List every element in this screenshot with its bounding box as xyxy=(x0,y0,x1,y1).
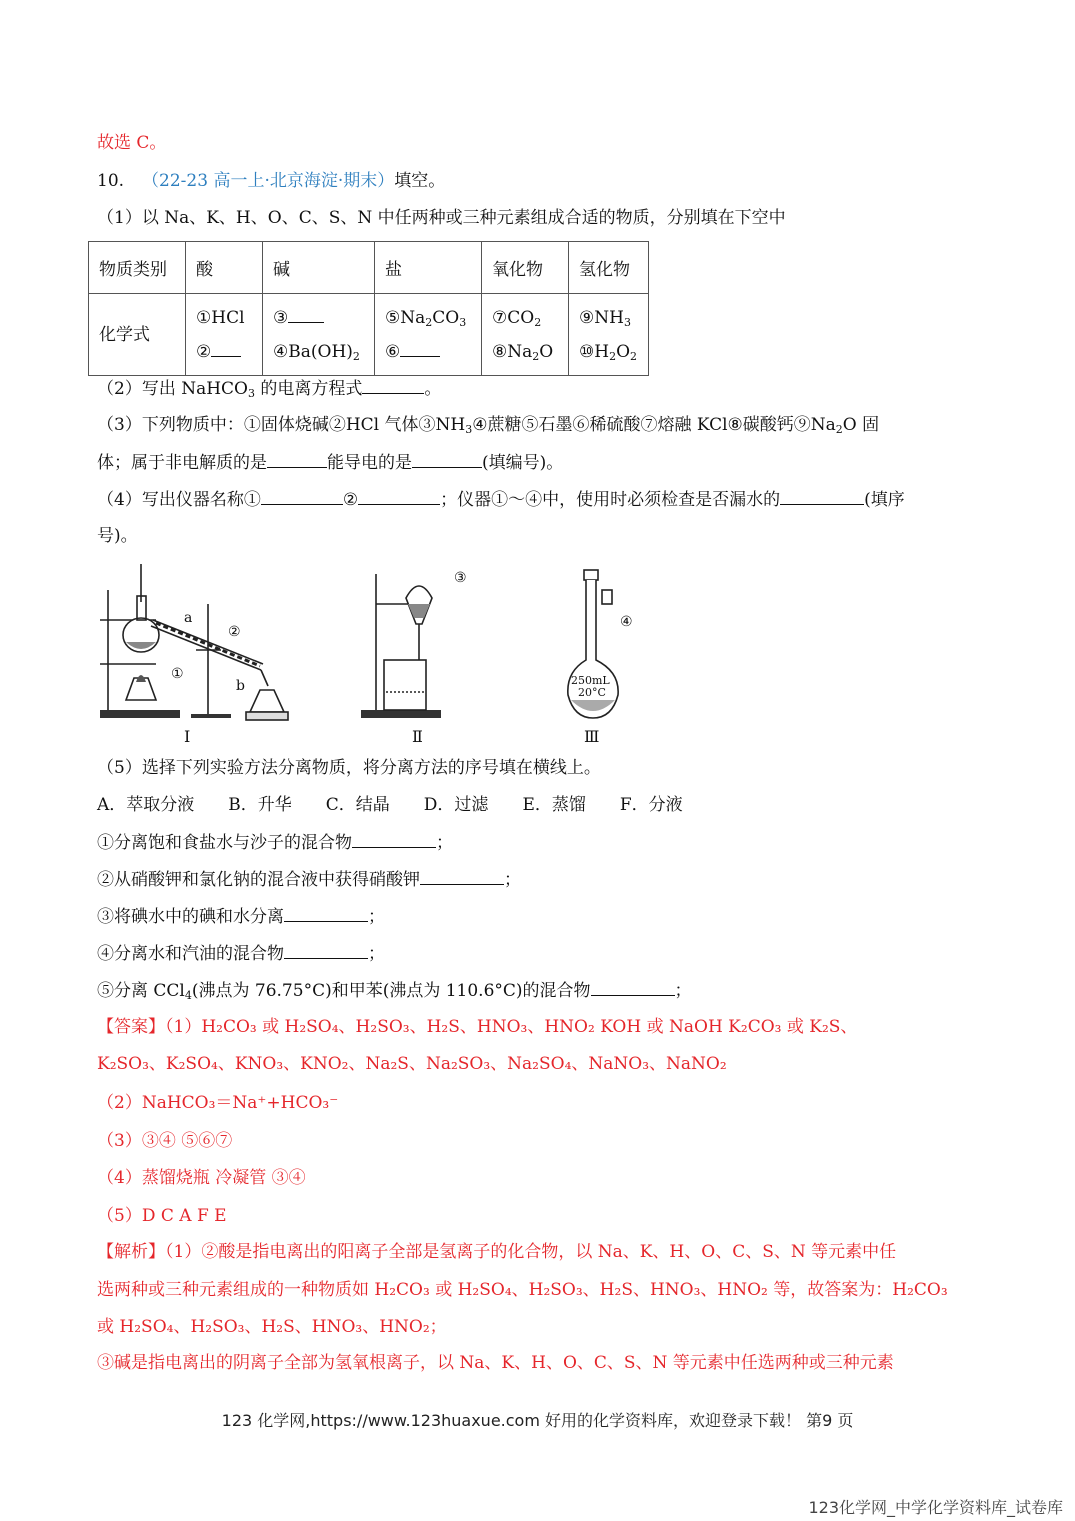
question-source: （22-23 高一上·北京海淀·期末） xyxy=(142,171,395,191)
header-hydride: 氢化物 xyxy=(569,242,649,294)
hydride-10: $⑩H_2O_2$ xyxy=(579,341,638,363)
analysis-line-3: 或 H₂SO₄、H₂SO₃、H₂S、HNO₃、HNO₂； xyxy=(97,1317,447,1337)
header-salt: 盐 xyxy=(375,242,482,294)
option-e: E．蒸馏 xyxy=(522,795,586,815)
base-3: ③ xyxy=(273,301,374,335)
analysis-line-4: ③碱是指电离出的阴离子全部为氢氧根离子，以 Na、K、H、O、C、S、N 等元素中任选两种或三种元素 xyxy=(97,1353,894,1373)
salt-6: ⑥ xyxy=(385,335,481,369)
label-volume: 250mL xyxy=(571,674,610,687)
answer-line-2: K₂SO₃、K₂SO₄、KNO₃、KNO₂、Na₂S、Na₂SO₃、Na₂SO₄、NaNO₃、NaNO₂ xyxy=(97,1054,727,1074)
cell-oxide xyxy=(482,294,569,376)
label-III: Ⅲ xyxy=(584,727,600,746)
sub-question-4: ④分离水和汽油的混合物 ； xyxy=(97,944,385,964)
oxide-7: $⑦CO_2$ xyxy=(492,307,542,329)
question-10-title xyxy=(97,170,445,192)
cell-acid xyxy=(186,294,263,376)
part-3-line-1: （3）下列物质中：①固体烧碱②HCl 气体$③NH_3④$蔗糖⑤石墨⑥稀硫酸⑦熔融 KCl⑧碳酸钙$⑨Na_2O$ 固 xyxy=(97,415,880,436)
acid-1: ①HCl xyxy=(196,307,245,328)
distillation-apparatus xyxy=(100,564,288,720)
part-3-line-2: 体；属于非电解质的是 能导电的是 (填编号)。 xyxy=(97,453,564,473)
part-4-line-2: 号)。 xyxy=(97,526,138,546)
answer-line-6: （5）D C A F E xyxy=(97,1206,227,1226)
analysis-tag: 【解析】 xyxy=(97,1242,165,1262)
header-base: 碱 xyxy=(263,242,375,294)
label-I: Ⅰ xyxy=(184,727,191,746)
cell-hydride xyxy=(569,294,649,376)
header-acid: 酸 xyxy=(186,242,263,294)
sub-question-2: ②从硝酸钾和氯化钠的混合液中获得硝酸钾 ； xyxy=(97,870,521,890)
base-4: $④Ba(OH)_2$ xyxy=(273,341,360,363)
header-oxide: 氧化物 xyxy=(482,242,569,294)
salt-5: $⑤Na_2CO_3$ xyxy=(385,307,467,329)
sub-question-3: ③将碘水中的碘和水分离 ； xyxy=(97,907,385,927)
answer-line-4: （3）③④ ⑤⑥⑦ xyxy=(97,1131,233,1151)
part-5-text: （5）选择下列实验方法分离物质，将分离方法的序号填在横线上。 xyxy=(97,758,601,778)
label-II: Ⅱ xyxy=(412,727,423,746)
label-3: ③ xyxy=(454,570,467,586)
label-4: ④ xyxy=(620,614,633,630)
analysis-line-2: 选两种或三种元素组成的一种物质如 H₂CO₃ 或 H₂SO₄、H₂SO₃、H₂S、HNO₃、HNO₂ 等，故答案为：H₂CO₃ xyxy=(97,1280,948,1300)
answer-line-5: （4）蒸馏烧瓶 冷凝管 ③④ xyxy=(97,1168,306,1188)
option-b: B．升华 xyxy=(228,795,292,815)
option-a: A．萃取分液 xyxy=(97,795,195,815)
option-f: F．分液 xyxy=(619,795,683,815)
part-4-line-1: （4）写出仪器名称① ② ；仪器①～④中，使用时必须检查是否漏水的 (填序 xyxy=(97,490,905,510)
previous-answer: 故选 C。 xyxy=(97,133,167,153)
cell-base xyxy=(263,294,375,376)
part-2-text: （2）写出 NaHCO$_3$ 的电离方程式 。 xyxy=(97,379,442,400)
analysis-line-1: 【解析】（1）②酸是指电离出的阳离子全部是氢离子的化合物，以 Na、K、H、O、C、S、N 等元素中任 xyxy=(97,1242,897,1262)
header-category: 物质类别 xyxy=(89,242,186,294)
separatory-funnel-apparatus xyxy=(361,574,441,718)
answer-line-1: 【答案】（1）H₂CO₃ 或 H₂SO₄、H₂SO₃、H₂S、HNO₃、HNO₂ KOH 或 NaOH K₂CO₃ 或 K₂S、 xyxy=(97,1017,858,1037)
row-label-formula: 化学式 xyxy=(89,294,186,376)
page-footer: 123 化学网,https://www.123huaxue.com 好用的化学资料库，欢迎登录下载！ 第9 页 xyxy=(221,1411,854,1430)
substance-table xyxy=(88,241,649,376)
options-line xyxy=(97,794,683,816)
oxide-8: $⑧Na_2O$ xyxy=(492,341,554,363)
acid-2: ② xyxy=(196,335,262,369)
label-b: b xyxy=(236,678,245,694)
option-c: C．结晶 xyxy=(325,795,390,815)
cell-salt xyxy=(375,294,482,376)
answer-tag: 【答案】 xyxy=(97,1017,165,1037)
watermark: 123化学网_中学化学资料库_试卷库 xyxy=(808,1498,1063,1517)
hydride-9: $⑨NH_3$ xyxy=(579,307,631,329)
sub-question-5: ⑤分离 CCl$_4$(沸点为 76.75°C)和甲苯(沸点为 110.6°C)的混合物 ； xyxy=(97,981,692,1002)
question-number: 10. xyxy=(97,171,125,191)
label-1: ① xyxy=(171,666,184,682)
part-1-text: （1）以 Na、K、H、O、C、S、N 中任两种或三种元素组成合适的物质，分别填在下空中 xyxy=(97,208,786,228)
apparatus-figure xyxy=(96,560,696,748)
label-a: a xyxy=(184,610,193,626)
sub-question-1: ①分离饱和食盐水与沙子的混合物 ； xyxy=(97,833,453,853)
answer-line-3: （2）NaHCO₃＝Na⁺+HCO₃⁻ xyxy=(97,1093,339,1113)
question-tail: 填空。 xyxy=(394,171,446,191)
label-2: ② xyxy=(228,624,241,640)
label-temperature: 20°C xyxy=(578,686,606,699)
option-d: D．过滤 xyxy=(423,795,489,815)
